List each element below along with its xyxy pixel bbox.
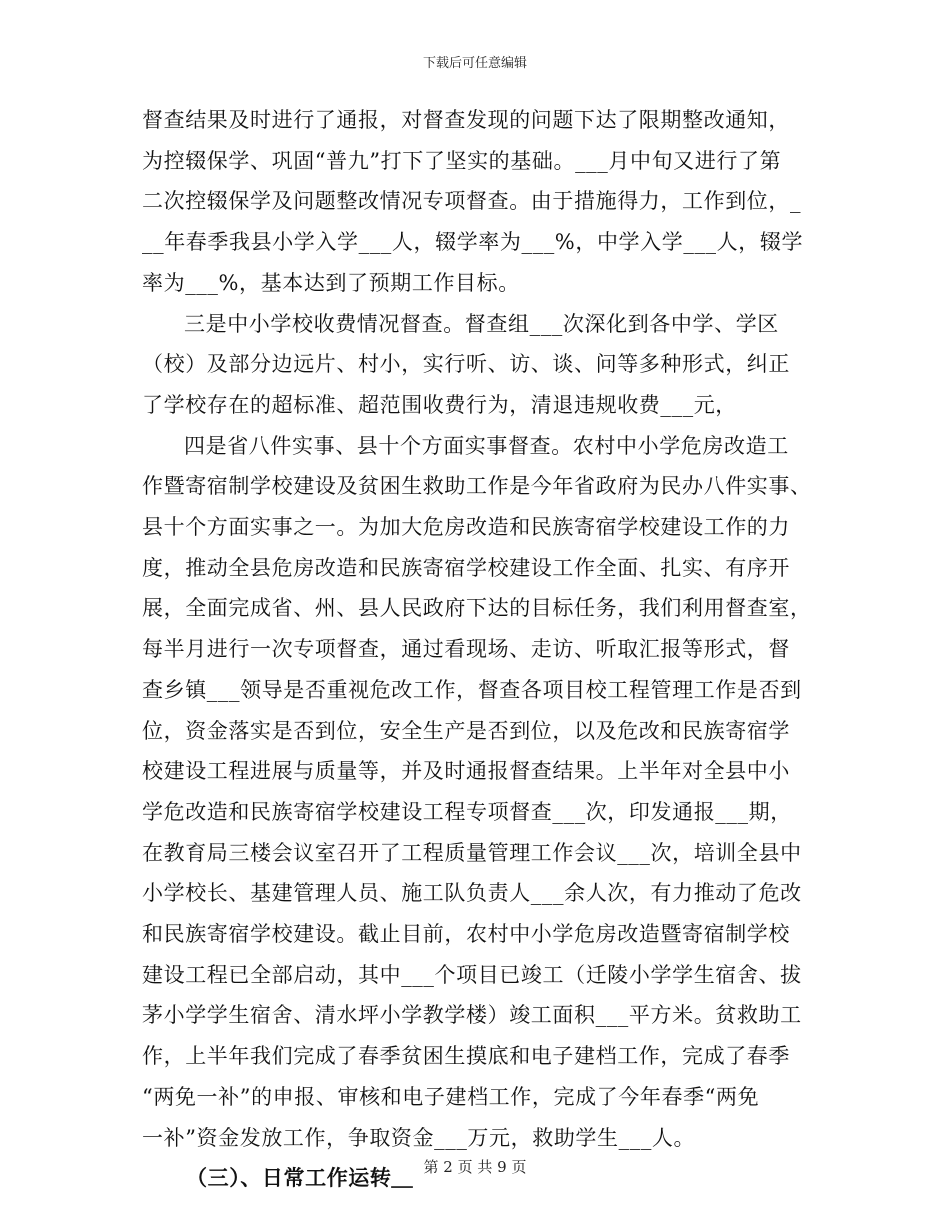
text-line: __年春季我县小学入学___人，辍学率为___%，中学入学___人，辍学	[142, 230, 804, 255]
text-line: 度，推动全县危房改造和民族寄宿学校建设工作全面、扎实、有序开	[142, 555, 790, 580]
text-line: 展，全面完成省、州、县人民政府下达的目标任务，我们利用督查室，	[142, 596, 812, 621]
section-heading: （三）、日常工作运转＿	[186, 1165, 414, 1191]
text-line: 二次控辍保学及问题整改情况专项督查。由于措施得力，工作到位，_	[142, 189, 802, 214]
text-line: 一补”资金发放工作，争取资金___万元，救助学生___人。	[142, 1125, 696, 1150]
text-line: （校）及部分边远片、村小，实行听、访、谈、问等多种形式，纠正	[142, 352, 790, 377]
text-line: 查乡镇___领导是否重视危改工作，督查各项目校工程管理工作是否到	[142, 677, 802, 702]
document-body	[142, 100, 812, 1199]
text-line: 了学校存在的超标准、超范围收费行为，清退违规收费___元，	[142, 392, 737, 417]
paragraph-practical-matters	[142, 426, 812, 1159]
paragraph-school-fees	[142, 304, 812, 426]
text-line: 督查结果及时进行了通报，对督查发现的问题下达了限期整改通知，	[142, 108, 790, 132]
text-line: 和民族寄宿学校建设。截止目前，农村中小学危房改造暨寄宿制学校	[142, 922, 790, 947]
text-line: 位，资金落实是否到位，安全生产是否到位，以及危改和民族寄宿学	[142, 718, 790, 743]
paragraph-inspection-results	[142, 100, 812, 304]
text-line: 四是省八件实事、县十个方面实事督查。农村中小学危房改造工	[184, 433, 789, 458]
text-line: 率为___%，基本达到了预期工作目标。	[142, 270, 520, 295]
text-line: 小学校长、基建管理人员、施工队负责人___余人次，有力推动了危改	[142, 881, 802, 906]
text-line: 建设工程已全部启动，其中___个项目已竣工（迁陵小学学生宿舍、拔	[142, 962, 802, 987]
text-line: 作，上半年我们完成了春季贫困生摸底和电子建档工作，完成了春季	[142, 1044, 790, 1069]
text-line: 三是中小学校收费情况督查。督查组___次深化到各中学、学区	[184, 311, 779, 336]
page-number-footer: 第 2 页 共 9 页	[423, 1158, 527, 1176]
text-line: “两免一补”的申报、审核和电子建档工作，完成了今年春季“两免	[142, 1084, 760, 1109]
text-line: 学危改造和民族寄宿学校建设工程专项督查___次，印发通报___期，	[142, 799, 792, 824]
text-line: 作暨寄宿制学校建设及贫困生救助工作是今年省政府为民办八件实事、	[142, 474, 812, 499]
page-header: 下载后可任意编辑	[422, 56, 527, 71]
text-line: 茅小学学生宿舍、清水坪小学教学楼）竣工面积___平方米。贫救助工	[142, 1003, 802, 1028]
text-line: 每半月进行一次专项督查，通过看现场、走访、听取汇报等形式，督	[142, 637, 790, 662]
text-line: 为控辍保学、巩固“普九”打下了坚实的基础。___月中旬又进行了第	[142, 148, 782, 173]
text-line: 校建设工程进展与质量等，并及时通报督查结果。上半年对全县中小	[142, 759, 790, 784]
text-line: 县十个方面实事之一。为加大危房改造和民族寄宿学校建设工作的力	[142, 515, 790, 540]
text-line: 在教育局三楼会议室召开了工程质量管理工作会议___次，培训全县中	[142, 840, 802, 865]
